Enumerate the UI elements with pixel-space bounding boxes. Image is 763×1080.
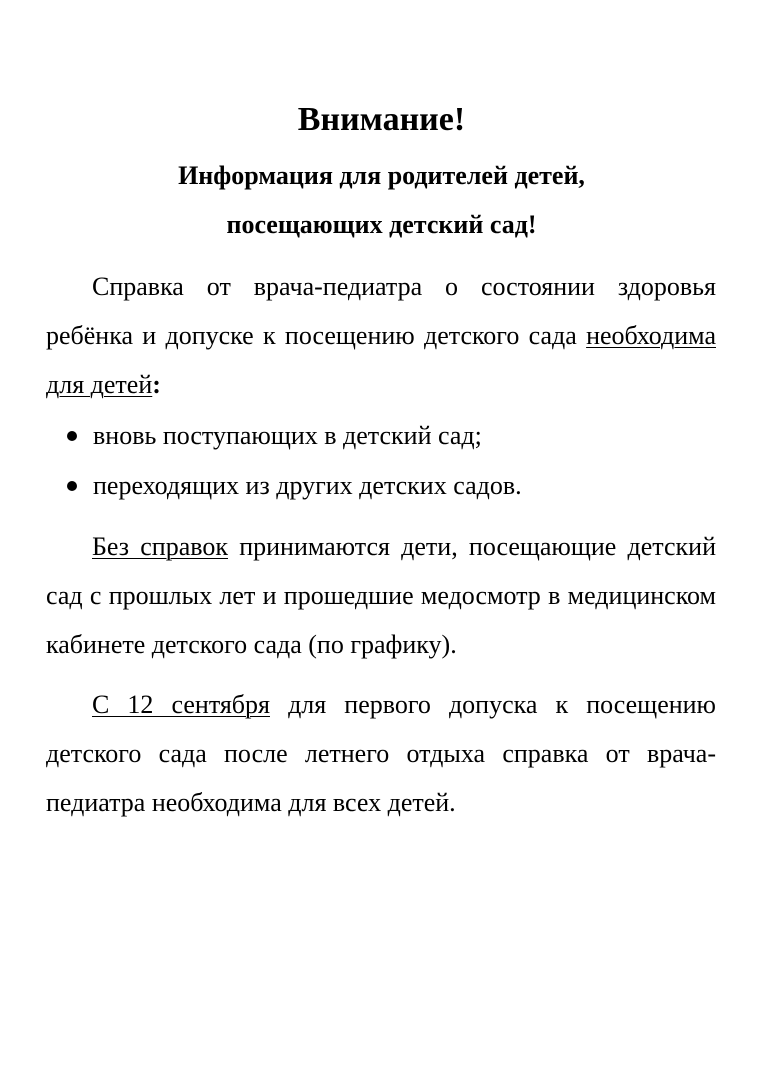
bullet-dot-icon [67, 481, 77, 491]
without-certificates-underlined: Без справок [92, 532, 228, 561]
notice-subtitle-line2: посещающих детский сад! [226, 210, 537, 239]
certificate-requirement-paragraph [46, 262, 716, 409]
children-category-list [46, 411, 716, 511]
list-item-text: переходящих из других детских садов. [93, 471, 522, 500]
bullet-dot-icon [67, 431, 77, 441]
no-certificate-text: принимаются дети, посещающие детский сад с прошлых лет и прошедшие медосмотр в медицинском кабинете детского сада (по графику). [46, 532, 716, 659]
notice-title: Внимание! [297, 101, 466, 138]
notice-subtitle-line1: Информация для родителей детей, [178, 161, 585, 190]
list-item-text: вновь поступающих в детский сад; [93, 421, 482, 450]
september-date-underlined: С 12 сентября [92, 690, 270, 719]
list-item [46, 461, 716, 511]
requirement-colon: : [152, 370, 161, 399]
certificate-requirement-text: Справка от врача-педиатра о состоянии здоровья ребёнка и допуске к посещению детского сада [46, 272, 716, 350]
september-admission-text: для первого допуска к посещению детского сада после летнего отдыха справка от врача-педиатра необходима для всех детей. [46, 690, 716, 817]
september-admission-paragraph [46, 680, 716, 827]
list-item [46, 411, 716, 461]
required-for-children-underlined: необходима для детей [46, 321, 716, 399]
no-certificate-paragraph [46, 522, 716, 669]
